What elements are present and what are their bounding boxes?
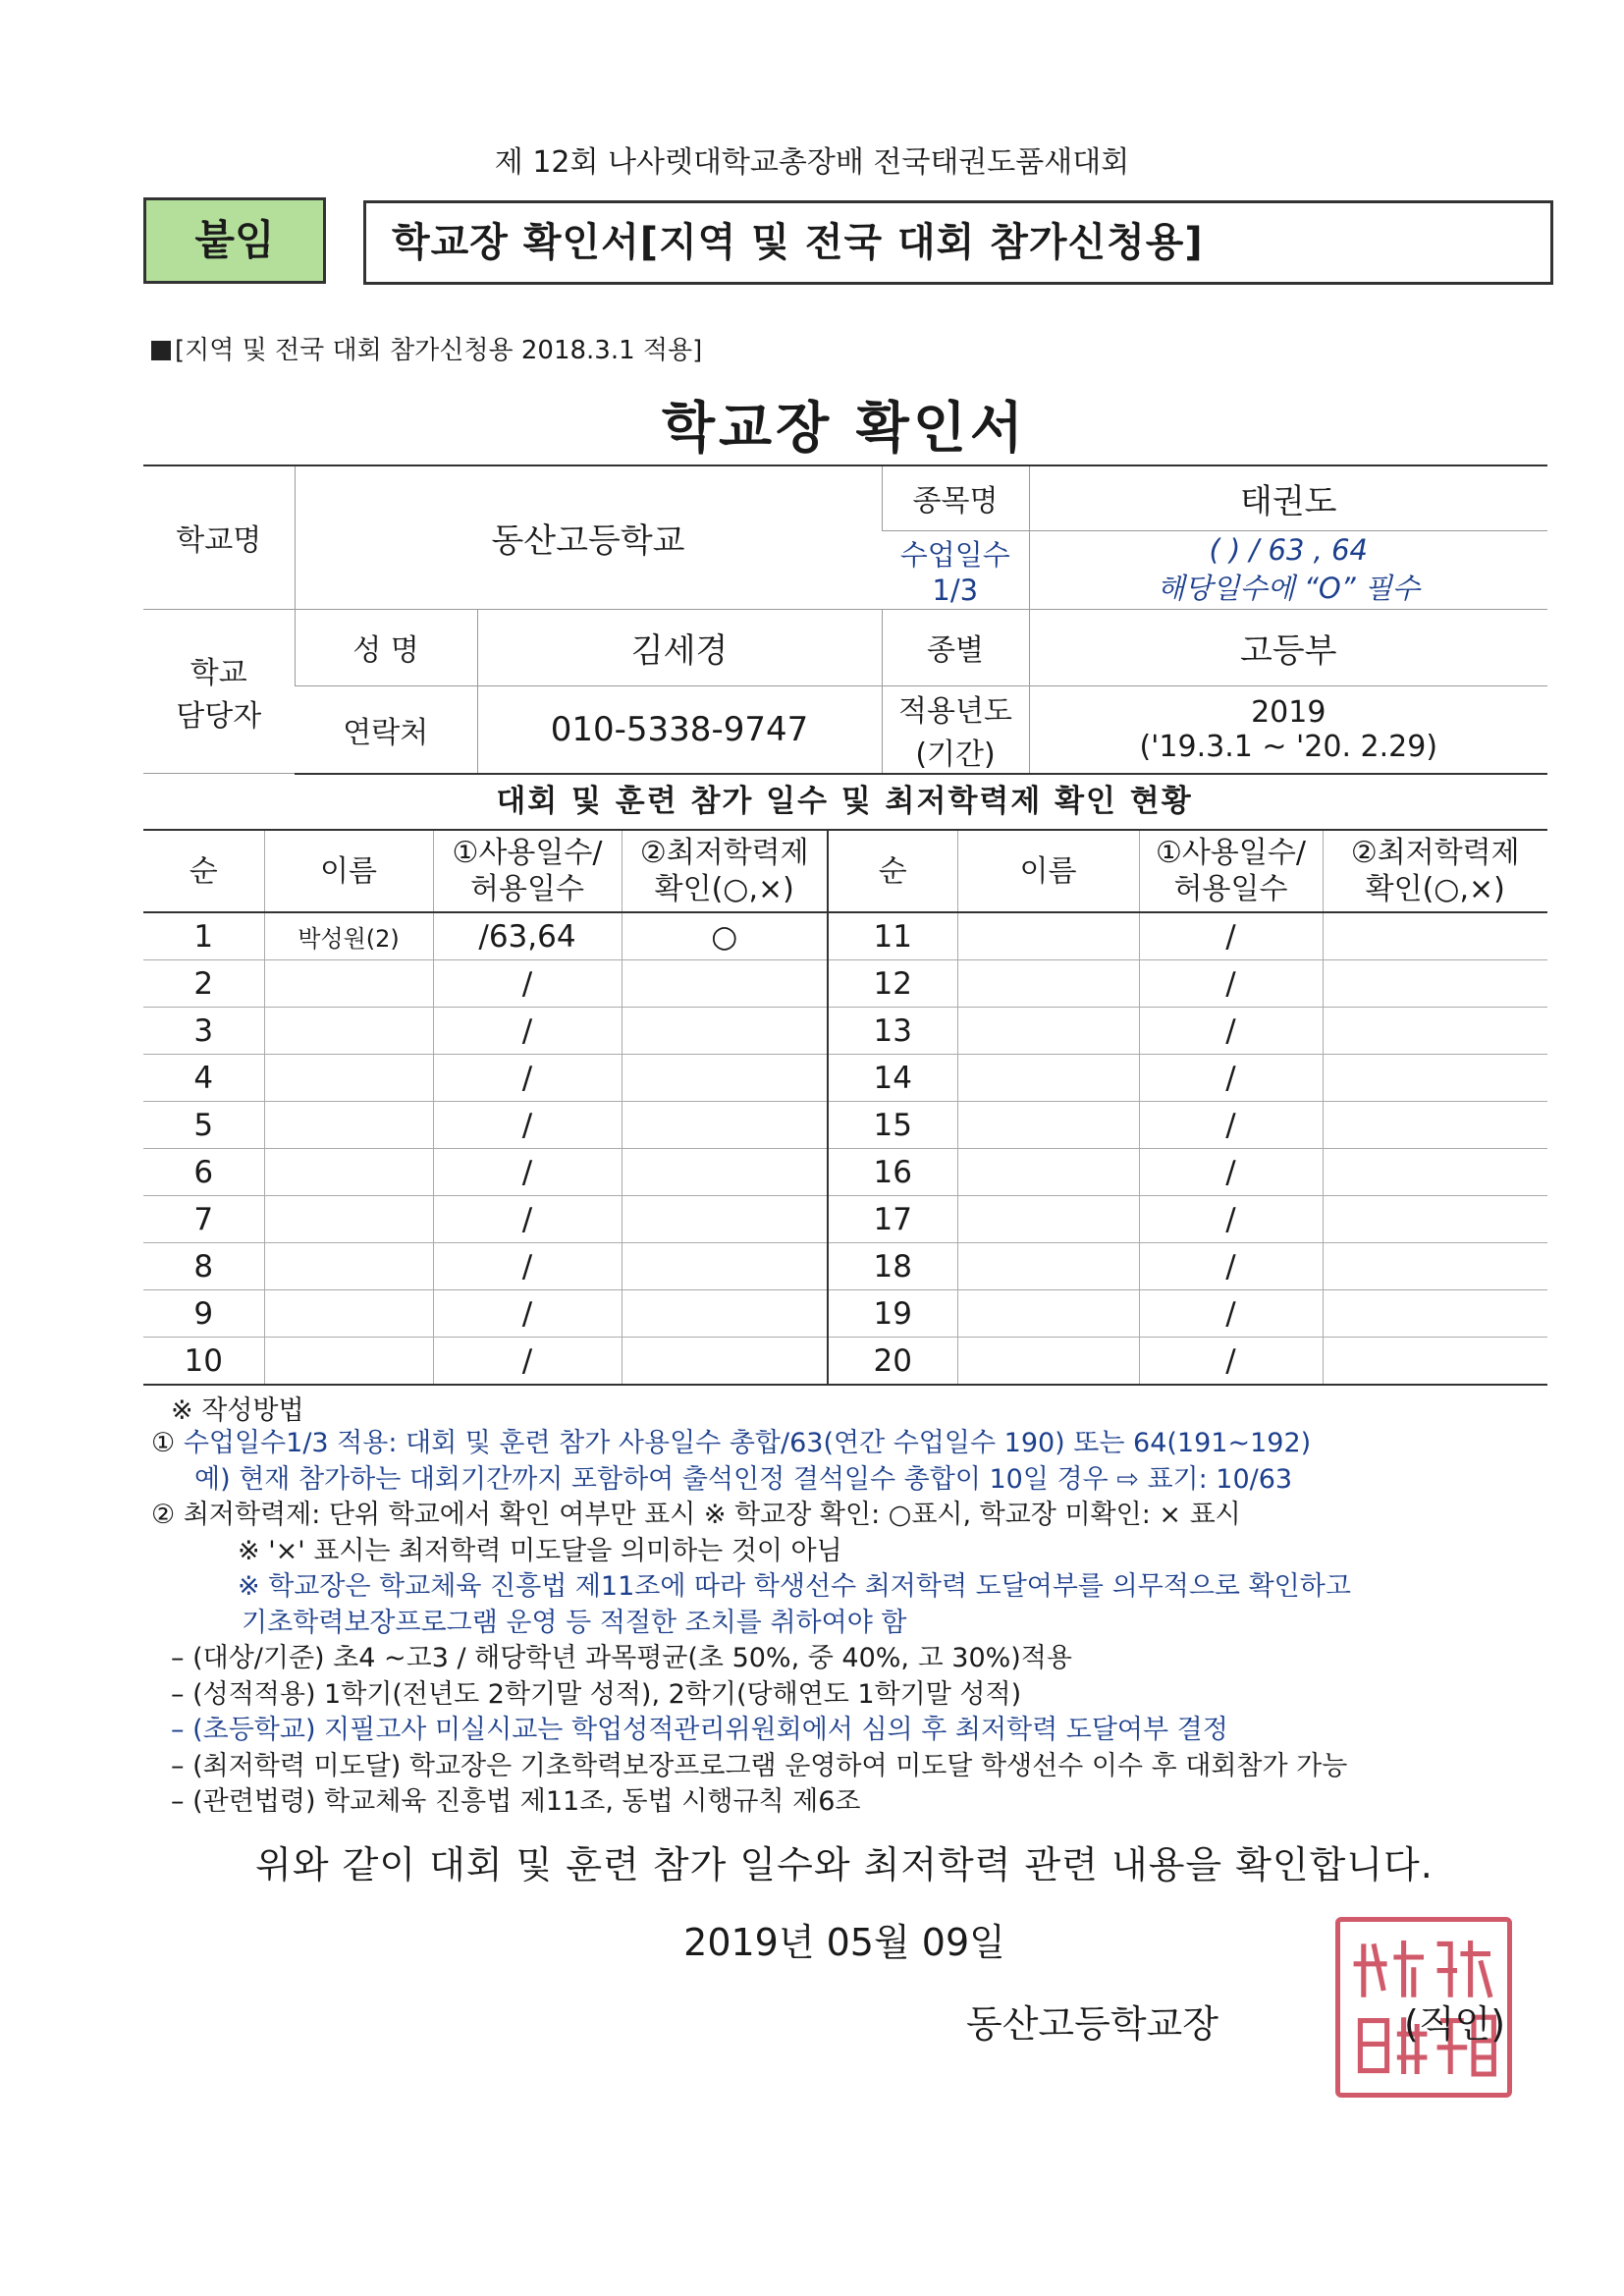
row-check (622, 1008, 828, 1055)
note-4-cont: 기초학력보장프로그램 운영 등 적절한 조치를 취하여야 함 (242, 1607, 907, 1638)
row-no: 17 (828, 1196, 957, 1243)
row-check (1323, 912, 1547, 960)
year-label: 적용년도 (기간) (882, 685, 1029, 774)
header-check: ②최저학력제 확인(○,×) (622, 830, 828, 912)
signer-title: 동산고등학교장 (966, 2002, 1218, 2046)
applicability-note-text: [지역 및 전국 대회 참가신청용 2018.3.1 적용] (175, 336, 703, 365)
header-name: 이름 (957, 830, 1139, 912)
row-check (1323, 1102, 1547, 1149)
row-name (957, 960, 1139, 1008)
row-no: 2 (143, 960, 264, 1008)
contact-label: 연락처 (295, 685, 477, 774)
row-name (957, 1290, 1139, 1338)
header-check: ②최저학력제 확인(○,×) (1323, 830, 1547, 912)
row-no: 14 (828, 1055, 957, 1102)
row-check (1323, 1338, 1547, 1386)
row-name (957, 1055, 1139, 1102)
school-name: 동산고등학교 (295, 465, 882, 609)
row-days: / (1139, 1149, 1323, 1196)
row-name (264, 960, 433, 1008)
row-name (264, 1008, 433, 1055)
row-name (264, 1102, 433, 1149)
row-days: / (433, 1196, 622, 1243)
row-no: 1 (143, 912, 264, 960)
row-days: / (433, 1338, 622, 1386)
method-title: ※ 작성방법 (171, 1395, 304, 1426)
school-label: 학교명 (143, 465, 295, 609)
table-row (143, 1102, 1547, 1149)
row-days: / (433, 960, 622, 1008)
row-check (1323, 1149, 1547, 1196)
row-days: / (1139, 1196, 1323, 1243)
row-check (1323, 960, 1547, 1008)
row-name (957, 1149, 1139, 1196)
header-no: 순 (143, 830, 264, 912)
participation-table (143, 829, 1547, 1386)
row-days: / (433, 1008, 622, 1055)
row-no: 4 (143, 1055, 264, 1102)
row-check (622, 1338, 828, 1386)
note-3: ※ '×' 표시는 최저학력 미도달을 의미하는 것이 아님 (238, 1535, 842, 1566)
event-value: 태권도 (1029, 465, 1547, 530)
row-name: 박성원(2) (264, 912, 433, 960)
division-value: 고등부 (1029, 609, 1547, 685)
header-name: 이름 (264, 830, 433, 912)
row-no: 5 (143, 1102, 264, 1149)
table-row (143, 1290, 1547, 1338)
school-info-table (143, 465, 1547, 775)
table-header-row (143, 830, 1547, 912)
instructions (151, 1426, 1545, 1821)
square-bullet-icon (151, 341, 171, 360)
table-row (143, 1149, 1547, 1196)
table-row (143, 960, 1547, 1008)
detail-1: – (대상/기준) 초4 ~고3 / 해당학년 과목평균(초 50%, 중 40%, 고 30%)적용 (171, 1643, 1072, 1673)
row-days: / (1139, 912, 1323, 960)
seal-label: (직인) (1404, 2002, 1506, 2046)
contact-value: 010-5338-9747 (477, 685, 882, 774)
row-days: / (1139, 1055, 1323, 1102)
row-days: / (1139, 1338, 1323, 1386)
row-no: 19 (828, 1290, 957, 1338)
row-check (622, 1102, 828, 1149)
attachment-badge: 붙임 (143, 197, 326, 284)
row-name (264, 1196, 433, 1243)
row-check (622, 960, 828, 1008)
row-days: / (433, 1290, 622, 1338)
row-days: / (1139, 1102, 1323, 1149)
row-name (264, 1149, 433, 1196)
table-row (143, 912, 1547, 960)
row-no: 15 (828, 1102, 957, 1149)
row-check (1323, 1243, 1547, 1290)
row-days: / (433, 1102, 622, 1149)
detail-2: – (성적적용) 1학기(전년도 2학기말 성적), 2학기(당해연도 1학기말 성적) (171, 1678, 1022, 1710)
row-check: ○ (622, 912, 828, 960)
document-headline: 학교장 확인서[지역 및 전국 대회 참가신청용] (363, 200, 1553, 285)
section-title: 대회 및 훈련 참가 일수 및 최저학력제 확인 현황 (496, 784, 1193, 819)
detail-5: – (관련법령) 학교체육 진흥법 제11조, 동법 시행규칙 제6조 (171, 1786, 861, 1817)
row-name (957, 1102, 1139, 1149)
row-days: / (433, 1243, 622, 1290)
division-label: 종별 (882, 609, 1029, 685)
detail-3: – (초등학교) 지필고사 미실시교는 학업성적관리위원회에서 심의 후 최저학력 도달여부 결정 (171, 1715, 1228, 1745)
row-no: 10 (143, 1338, 264, 1386)
row-check (1323, 1290, 1547, 1338)
year-value: 2019 ('19.3.1 ~ '20. 2.29) (1029, 685, 1547, 774)
row-days: / (1139, 1008, 1323, 1055)
detail-4: – (최저학력 미도달) 학교장은 기초학력보장프로그램 운영하여 미도달 학생선수 이수 후 대회참가 가능 (171, 1750, 1348, 1781)
row-no: 11 (828, 912, 957, 960)
row-days: / (433, 1055, 622, 1102)
row-check (622, 1243, 828, 1290)
row-no: 6 (143, 1149, 264, 1196)
table-row (143, 1338, 1547, 1386)
event-title: 제 12회 나사렛대학교총장배 전국태권도품새대회 (494, 145, 1130, 180)
note-1: ① 수업일수1/3 적용: 대회 및 훈련 참가 사용일수 총합/63(연간 수업일수 190) 또는 64(191~192) (151, 1428, 1312, 1458)
applicability-note (151, 330, 702, 366)
row-check (622, 1196, 828, 1243)
row-name (957, 1196, 1139, 1243)
header-days: ①사용일수/ 허용일수 (433, 830, 622, 912)
row-check (1323, 1055, 1547, 1102)
row-check (622, 1149, 828, 1196)
note-1-example: 예) 현재 참가하는 대회기간까지 포함하여 출석인정 결석일수 총합이 10일 경우 ⇨ 표기: 10/63 (194, 1463, 1293, 1495)
event-label: 종목명 (882, 465, 1029, 530)
row-name (957, 1008, 1139, 1055)
issue-date: 2019년 05월 09일 (683, 1921, 1005, 1964)
row-days: / (1139, 1243, 1323, 1290)
row-no: 7 (143, 1196, 264, 1243)
header-no: 순 (828, 830, 957, 912)
row-days: / (433, 1149, 622, 1196)
row-name (264, 1338, 433, 1386)
row-no: 3 (143, 1008, 264, 1055)
table-row (143, 1196, 1547, 1243)
row-no: 13 (828, 1008, 957, 1055)
page-title: 학교장 확인서 (661, 397, 1028, 461)
row-check (622, 1290, 828, 1338)
row-no: 12 (828, 960, 957, 1008)
note-2: ② 최저학력제: 단위 학교에서 확인 여부만 표시 ※ 학교장 확인: ○표시, 학교장 미확인: × 표시 (151, 1500, 1241, 1530)
row-no: 9 (143, 1290, 264, 1338)
table-row (143, 1008, 1547, 1055)
table-row (143, 1243, 1547, 1290)
row-name (957, 912, 1139, 960)
manager-label: 학교 담당자 (143, 609, 295, 774)
header-days: ①사용일수/ 허용일수 (1139, 830, 1323, 912)
row-no: 18 (828, 1243, 957, 1290)
row-days: / (1139, 1290, 1323, 1338)
row-check (1323, 1008, 1547, 1055)
row-no: 8 (143, 1243, 264, 1290)
class-days-value: ( ) / 63 , 64 해당일수에 “O” 필수 (1029, 530, 1547, 609)
row-name (264, 1055, 433, 1102)
row-days: / (1139, 960, 1323, 1008)
class-days-label: 수업일수 1/3 (882, 530, 1029, 609)
row-days: /63,64 (433, 912, 622, 960)
name-label: 성 명 (295, 609, 477, 685)
row-name (264, 1290, 433, 1338)
row-name (264, 1243, 433, 1290)
row-check (622, 1055, 828, 1102)
confirmation-statement: 위와 같이 대회 및 훈련 참가 일수와 최저학력 관련 내용을 확인합니다. (255, 1843, 1434, 1886)
row-no: 16 (828, 1149, 957, 1196)
table-row (143, 1055, 1547, 1102)
row-check (1323, 1196, 1547, 1243)
row-name (957, 1243, 1139, 1290)
row-no: 20 (828, 1338, 957, 1386)
manager-name: 김세경 (477, 609, 882, 685)
row-name (957, 1338, 1139, 1386)
note-4: ※ 학교장은 학교체육 진흥법 제11조에 따라 학생선수 최저학력 도달여부를 의무적으로 확인하고 (238, 1571, 1351, 1602)
